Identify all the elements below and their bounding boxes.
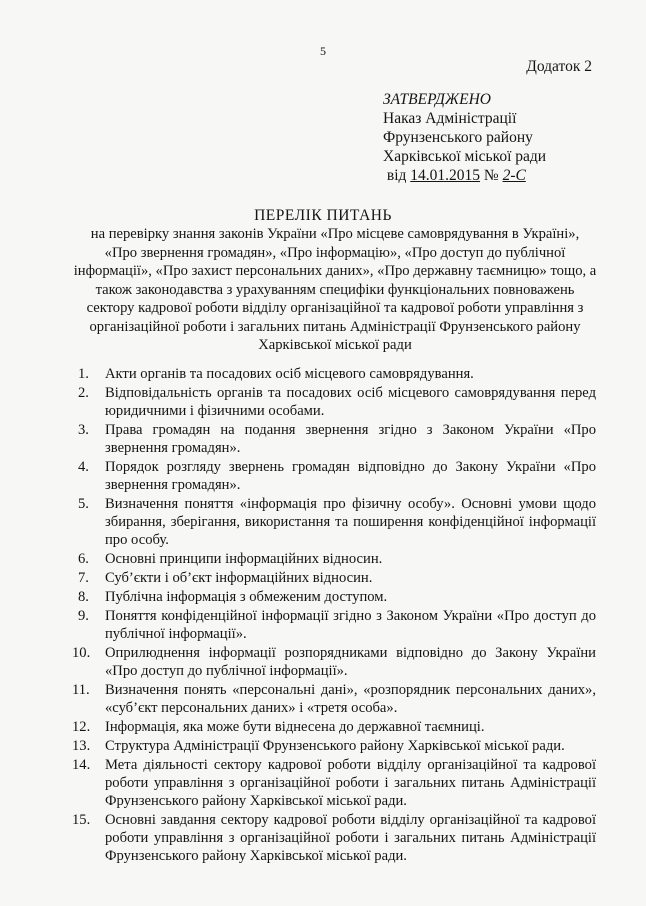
approval-line-1: Наказ Адміністрації	[383, 110, 517, 127]
question-number: 6.	[78, 551, 89, 567]
question-item	[78, 607, 596, 643]
question-number: 13.	[72, 738, 91, 754]
page-number: 5	[320, 44, 326, 58]
question-text: Структура Адміністрації Фрунзенського району Харківської міської ради.	[105, 738, 565, 754]
approval-number-sign: №	[483, 167, 499, 184]
question-text: Оприлюднення інформації розпорядниками відповідно до Закону України «Про доступ до публічної інформації».	[105, 645, 596, 679]
question-text: Відповідальність органів та посадових осіб місцевого самоврядування перед юридичними і фізичними особами.	[105, 385, 596, 419]
question-text: Основні принципи інформаційних відносин.	[105, 551, 383, 567]
question-item	[72, 681, 596, 717]
question-number: 15.	[72, 812, 91, 828]
question-text: Поняття конфіденційної інформації згідно з Законом України «Про доступ до публічної інформації».	[105, 608, 596, 642]
question-text: Права громадян на подання звернення згідно з Законом України «Про звернення громадян».	[105, 422, 596, 456]
question-text: Мета діяльності сектору кадрової роботи відділу організаційної та кадрової роботи управління з організаційної роботи і загальних питань Адміністрації Фрунзенського району Харківської міської ради.	[105, 757, 596, 809]
question-text: Основні завдання сектору кадрової роботи відділу організаційної та кадрової роботи управління з організаційної роботи і загальних питань Адміністрації Фрунзенського району Харківської міської ради.	[105, 812, 596, 864]
document-subtitle	[70, 225, 600, 355]
question-item	[78, 365, 596, 383]
question-item	[72, 756, 596, 810]
question-text: Суб’єкти і об’єкт інформаційних відносин.	[105, 570, 373, 586]
approval-date-line	[383, 166, 546, 185]
question-text: Інформація, яка може бути віднесена до державної таємниці.	[105, 719, 485, 735]
question-number: 4.	[78, 459, 89, 475]
question-item	[78, 495, 596, 549]
question-text: Визначення понять «персональні дані», «розпорядник персональних даних», «суб’єкт персональних даних» і «третя особа».	[105, 682, 596, 716]
subtitle-line: сектору кадрової роботи відділу організаційної та кадрової роботи управління з	[86, 300, 584, 316]
approval-date-prefix: від	[386, 167, 407, 184]
question-number: 14.	[72, 757, 91, 773]
approval-stamp: ЗАТВЕРДЖЕНО	[383, 91, 491, 108]
question-item	[78, 421, 596, 457]
subtitle-line: організаційної роботи і загальних питань Адміністрації Фрунзенського району	[89, 318, 581, 335]
subtitle-line: «Про звернення громадян», «Про інформацію», «Про доступ до публічної	[104, 244, 566, 261]
subtitle-line: інформації», «Про захист персональних даних», «Про державну таємницю» тощо, а	[73, 263, 597, 279]
question-number: 9.	[78, 608, 89, 624]
approval-number: 2-С	[502, 167, 526, 184]
question-item	[78, 588, 596, 606]
question-number: 2.	[78, 385, 89, 401]
question-number: 12.	[72, 719, 91, 735]
approval-line-2: Фрунзенського району	[383, 129, 533, 146]
question-text: Публічна інформація з обмеженим доступом.	[105, 589, 388, 605]
question-number: 10.	[72, 645, 91, 661]
question-item	[72, 811, 596, 865]
question-item	[78, 569, 596, 587]
question-item	[72, 644, 596, 680]
approval-date: 14.01.2015	[410, 167, 481, 184]
document-title: ПЕРЕЛІК ПИТАНЬ	[254, 207, 392, 224]
question-text: Порядок розгляду звернень громадян відповідно до Закону України «Про звернення громадян».	[105, 459, 596, 493]
subtitle-line: на перевірку знання законів України «Про місцеве самоврядування в Україні»,	[90, 226, 580, 242]
annex-label: Додаток 2	[526, 58, 592, 75]
question-number: 7.	[78, 570, 89, 586]
question-number: 5.	[78, 496, 89, 512]
question-number: 1.	[78, 366, 89, 382]
question-item	[78, 550, 596, 568]
question-number: 3.	[78, 422, 89, 438]
question-item	[72, 718, 596, 736]
question-text: Визначення поняття «інформація про фізичну особу». Основні умови щодо збирання, зберігання, використання та поширення конфіденційної інформації про особу.	[105, 496, 596, 548]
approval-line-3: Харківської міської ради	[383, 148, 547, 165]
question-item	[78, 384, 596, 420]
question-number: 11.	[72, 682, 90, 698]
question-text: Акти органів та посадових осіб місцевого самоврядування.	[105, 366, 474, 382]
approval-block	[383, 90, 546, 185]
subtitle-line: також законодавства з урахуванням специфіки функціональних повноважень	[95, 281, 575, 298]
question-item	[78, 458, 596, 494]
question-item	[72, 737, 596, 755]
question-number: 8.	[78, 589, 89, 605]
questions-list	[72, 365, 596, 866]
subtitle-line: Харківської міської ради	[258, 337, 412, 353]
